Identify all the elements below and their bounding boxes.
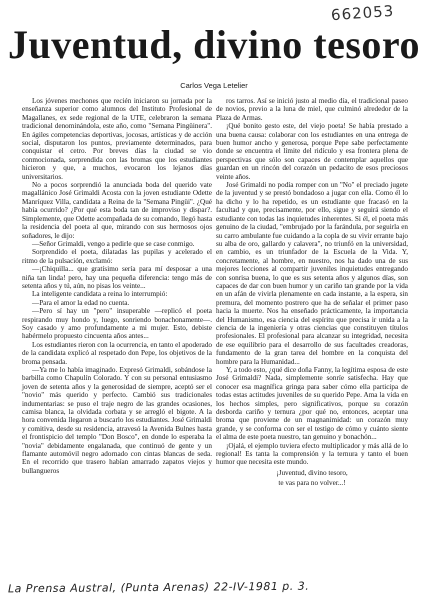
paragraph: —Para el amor la edad no cuenta.: [32, 298, 130, 307]
handwritten-source-note: La Prensa Austral, (Punta Arenas) 22-IV-1981 p. 3.: [7, 579, 310, 596]
paragraph: La inteligente candidata a reina lo interrumpió:: [32, 290, 168, 299]
paragraph: Los jóvenes mechones que recién iniciaron su jornada por la enseñanza superior como alumnos del Instituto Profesional de Magallanes, ex sede regional de la UTE, celebraron la semana tradicional denominándola, este año, como "Semana Pingüinera". En ágiles competencias deportivas, jocosas, artísticas y de acción social, disputaron los puntos, previamente determinados, para conquistar el cetro. Por breves días la ciudad se vio conmocionada, sorprendida con las bromas que los estudiantes hicieron y que, a muchos, evocaron los lejanos días universitarios.: [22, 97, 212, 181]
paragraph: ¡Qué bonito gesto este, del viejo poeta! Se había prestado a una buena causa: colaborar con los estudiantes en una entrega de buen humor ancho y generosa, porque Pepe sabe perfectamente donde se encuentra el límite del ridículo y esa frontera plena de perspectivas que sólo son capaces de contemplar aquellos que guardan en un rincón del corazón un pedacito de esos preciosos veinte años.: [216, 122, 408, 181]
author-byline: Carlos Vega Letelier: [180, 81, 248, 90]
archive-stamp: 662053: [330, 1, 395, 25]
paragraph: —¡Chiquilla... que gratísimo sería para mí desposar a una niña tan linda! pero, hay una pequeña diferencia: tengo más de setenta años y tú, aún, no pisas los veinte...: [22, 265, 212, 290]
paragraph: No a pocos sorprendió la anunciada boda del querido vate magallánico José Grimaldi Acosta con la joven estudiante Odette Manríquez Villa, candidata a Reina de la "Semana Pingüi". ¿Qué había ocurrido? ¿Por qué esta boda tan de improviso y dispar?. Simplemente, que Odette acompañada de su comando, llegó hasta la residencia del poeta al que, mirando con sus hermosos ojos soñadores, le dijo:: [22, 181, 213, 240]
paragraph: Sorprendido el poeta, dilatadas las pupilas y acelerado el ritmo de la pulsación, exclamó:: [22, 248, 212, 265]
paragraph: —Pero sí hay un "pero" insuperable —replicó el poeta respirando muy hondo y, luego, sonriendo bonachonamente—. Soy casado y amo profundamente a mi mujer. Esto, debiste habérmelo propuesto cincuenta años antes...: [22, 307, 212, 341]
paragraph: José Grimaldi no podía romper con un "No" el preciado jugete de la juventud y se prestó bondadoso a jugar con ella. Como él lo ha dicho y lo ha repetido, es un estudiante que fracasó en la facultad y que, precisamente, por ello, sigue y seguirá siendo el estudiante con todas las inquietudes inherentes. Si él, el poeta más genuino de la ciudad, "embrujado por la farándula, por seguirla en su carro ambulante fue cuidando a la copla de su vivir errante bajo su alba de oro, gallardo y calavera", no triunfó en la universidad, en cambio, es un triunfador de la Escuela de la Vida. Y, concretamente, al hombre, en nuestro, nos ha dado una de sus mejores lecciones al compartir juveniles inquietudes entregando con sonrisa buena, lo que es sus setenta años y algunos días, son capaces de dar con buen humor y un cariño tan grande por la vida en un afán de vivirla plenamente en cada instante, a la espera, sin premura, del momento postrero que ha de señalar el primer paso hacia la muerte. Nos ha enseñado prácticamente, la importancia del Humanismo, esa ciencia del espíritu que precisa ir unida a la ciencia de la ingeniería y otras ciencias que constituyen títulos profesionales. El profesional para alcanzar su integridad, necesita de ese equilibrio para el desarrollo de sus facultades creadoras, fundamento de la gran tarea del hombre en la conquista del hombre para la Humanidad...: [216, 181, 408, 366]
paragraph: ¡Ojalá, el ejemplo tuviera efecto multiplicador y más allá de lo regional! Es tanta la comprensión y la ternura y tanto el buen humor que necesita este mundo.: [216, 441, 408, 467]
closing-verse-line: ¡Juventud, divino tesoro,: [276, 468, 348, 477]
paragraph: —Ya me lo había imaginado. Expresó Grimaldi, sobándose la barbilla como Chapulín Colorado. Y con su personal entusiasmo joven de setenta años y la generosidad de siempre, aceptó ser el "novio" más querido y perfecto. Cambió sus tradicionales indumentarias: se puso el traje negro de las grandes ocasiones, camisa blanca, la olvidada corbata y se arregló el bigote. A la hora convenida llegaron a buscarlo los estudiantes. José Grimaldi y comitiva, desde su residencia, atravesó la Avenida Bulnes hasta el frontispicio del templo "Don Bosco", en donde lo esperaba la "novia" debidamente engalanada, que continuó de gente y un flamante automóvil negro adornado con cintas blancas de seda. En el recorrido que trasero habían amarrado zapatos viejos y bullangueros: [22, 366, 212, 475]
article-title: Juventud, divino tesoro: [8, 22, 420, 67]
paragraph: —Señor Grimaldi, vengo a pedirle que se case conmigo.: [32, 239, 195, 248]
paragraph: Y, a todo esto, ¿qué dice doña Fanny, la legítima esposa de este José Grimaldi? Nada, simplemente sonríe satisfecha. Hay que conocer esa magnífica gringa para saber cómo ella participa de todas estas actitudes juveniles de su querido Pepe. Ama la vida en los hechos simples, pero significativos, porque su corazón desborda cariño y ternura ¿por qué no, entonces, aceptar una broma que proviene de un magnanimidad: un corazón muy grande, y se conforma con ser el testigo de cómo y cuánto siente el alma de este poeta nuestro, tan genuino y bonachón...: [216, 366, 408, 442]
closing-verse-line: te vas para no volver...!: [278, 479, 346, 488]
paragraph: Los estudiantes rieron con la ocurrencia, en tanto el apoderado de la candidata explicó al respetado don Pepe, los objetivos de la broma pensada.: [22, 340, 213, 366]
right-column: [216, 97, 408, 488]
paragraph: ros tarros. Así se inició justo al medio día, el tradicional paseo de novios, previo a la luna de miel, que culminó alrededor de la Plaza de Armas.: [216, 97, 408, 122]
left-column: [22, 97, 212, 475]
